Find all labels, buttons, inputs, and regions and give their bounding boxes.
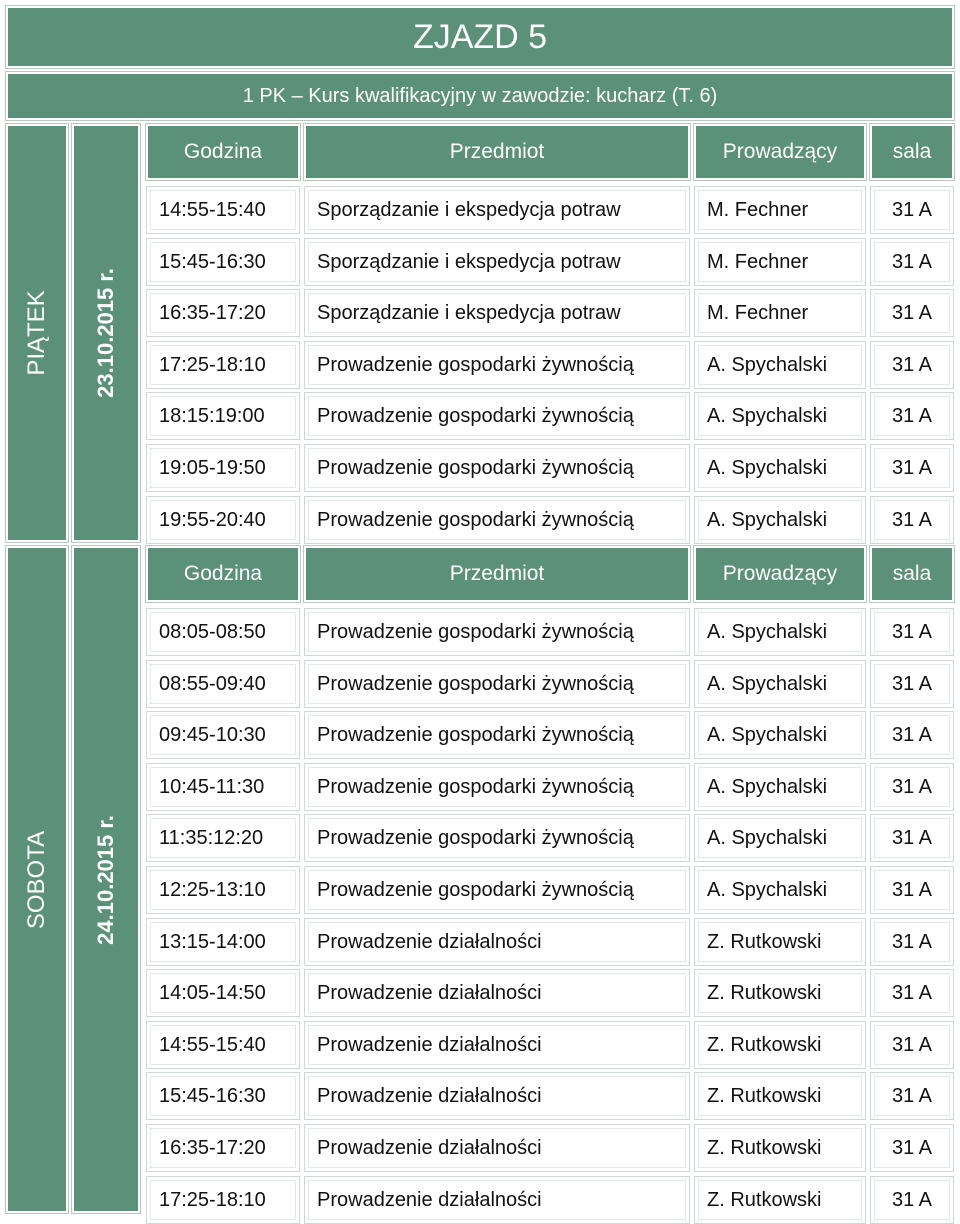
row-time: 19:05-19:50 [146,444,300,492]
row-teacher: A. Spychalski [694,711,866,759]
row-teacher: Z. Rutkowski [694,1176,866,1224]
row-subject: Prowadzenie gospodarki żywnością [304,660,690,708]
day-date: 24.10.2015 r. [93,814,118,945]
row-room: 31 A [870,608,954,656]
row-subject: Prowadzenie działalności [304,969,690,1017]
row-teacher: A. Spychalski [694,444,866,492]
row-teacher: A. Spychalski [694,392,866,440]
row-subject: Sporządzanie i ekspedycja potraw [304,186,690,234]
row-time: 08:55-09:40 [146,660,300,708]
row-teacher: A. Spychalski [694,660,866,708]
row-room: 31 A [870,660,954,708]
row-subject: Prowadzenie gospodarki żywnością [304,496,690,544]
row-subject: Prowadzenie gospodarki żywnością [304,763,690,811]
row-time: 11:35:12:20 [146,814,300,862]
row-subject: Prowadzenie działalności [304,1176,690,1224]
row-time: 09:45-10:30 [146,711,300,759]
row-teacher: M. Fechner [694,289,866,337]
header-subject: Przedmiot [304,124,690,180]
row-room: 31 A [870,814,954,862]
date-label-cell [72,124,140,542]
row-teacher: Z. Rutkowski [694,1021,866,1069]
row-teacher: A. Spychalski [694,866,866,914]
row-subject: Prowadzenie działalności [304,918,690,966]
row-teacher: Z. Rutkowski [694,1124,866,1172]
row-subject: Prowadzenie gospodarki żywnością [304,392,690,440]
header-teacher: Prowadzący [694,546,866,602]
row-teacher: Z. Rutkowski [694,1072,866,1120]
row-teacher: A. Spychalski [694,496,866,544]
row-teacher: A. Spychalski [694,763,866,811]
row-subject: Prowadzenie gospodarki żywnością [304,608,690,656]
row-subject: Prowadzenie gospodarki żywnością [304,866,690,914]
row-subject: Prowadzenie gospodarki żywnością [304,814,690,862]
row-time: 14:55-15:40 [146,186,300,234]
row-room: 31 A [870,186,954,234]
row-room: 31 A [870,496,954,544]
row-time: 14:55-15:40 [146,1021,300,1069]
row-room: 31 A [870,918,954,966]
row-subject: Prowadzenie działalności [304,1124,690,1172]
row-teacher: A. Spychalski [694,814,866,862]
row-time: 17:25-18:10 [146,341,300,389]
row-room: 31 A [870,969,954,1017]
row-subject: Prowadzenie gospodarki żywnością [304,341,690,389]
header-room: sala [870,546,954,602]
row-room: 31 A [870,1176,954,1224]
row-time: 13:15-14:00 [146,918,300,966]
row-teacher: Z. Rutkowski [694,969,866,1017]
row-room: 31 A [870,711,954,759]
row-subject: Prowadzenie gospodarki żywnością [304,444,690,492]
row-time: 14:05-14:50 [146,969,300,1017]
row-subject: Prowadzenie gospodarki żywnością [304,711,690,759]
row-room: 31 A [870,763,954,811]
row-room: 31 A [870,866,954,914]
header-teacher: Prowadzący [694,124,866,180]
header-subject: Przedmiot [304,546,690,602]
row-room: 31 A [870,289,954,337]
row-room: 31 A [870,392,954,440]
row-time: 16:35-17:20 [146,1124,300,1172]
header-time: Godzina [146,124,300,180]
day-label-cell [6,546,68,1213]
row-subject: Prowadzenie działalności [304,1072,690,1120]
row-room: 31 A [870,1124,954,1172]
day-date: 23.10.2015 r. [93,268,118,398]
header-room: sala [870,124,954,180]
row-time: 10:45-11:30 [146,763,300,811]
row-time: 12:25-13:10 [146,866,300,914]
row-room: 31 A [870,444,954,492]
row-teacher: A. Spychalski [694,608,866,656]
day-name: PIĄTEK [23,290,50,376]
date-label-cell [72,546,140,1213]
row-teacher: Z. Rutkowski [694,918,866,966]
row-room: 31 A [870,238,954,286]
row-room: 31 A [870,341,954,389]
schedule-title: ZJAZD 5 [6,6,954,68]
row-subject: Sporządzanie i ekspedycja potraw [304,238,690,286]
day-label-cell [6,124,68,542]
row-teacher: M. Fechner [694,186,866,234]
row-teacher: M. Fechner [694,238,866,286]
row-time: 18:15:19:00 [146,392,300,440]
course-subtitle: 1 PK – Kurs kwalifikacyjny w zawodzie: kucharz (T. 6) [6,72,954,120]
row-room: 31 A [870,1072,954,1120]
row-subject: Prowadzenie działalności [304,1021,690,1069]
row-time: 15:45-16:30 [146,238,300,286]
header-time: Godzina [146,546,300,602]
row-time: 15:45-16:30 [146,1072,300,1120]
row-time: 19:55-20:40 [146,496,300,544]
row-teacher: A. Spychalski [694,341,866,389]
row-subject: Sporządzanie i ekspedycja potraw [304,289,690,337]
row-room: 31 A [870,1021,954,1069]
row-time: 08:05-08:50 [146,608,300,656]
row-time: 16:35-17:20 [146,289,300,337]
row-time: 17:25-18:10 [146,1176,300,1224]
day-name: SOBOTA [23,830,50,929]
